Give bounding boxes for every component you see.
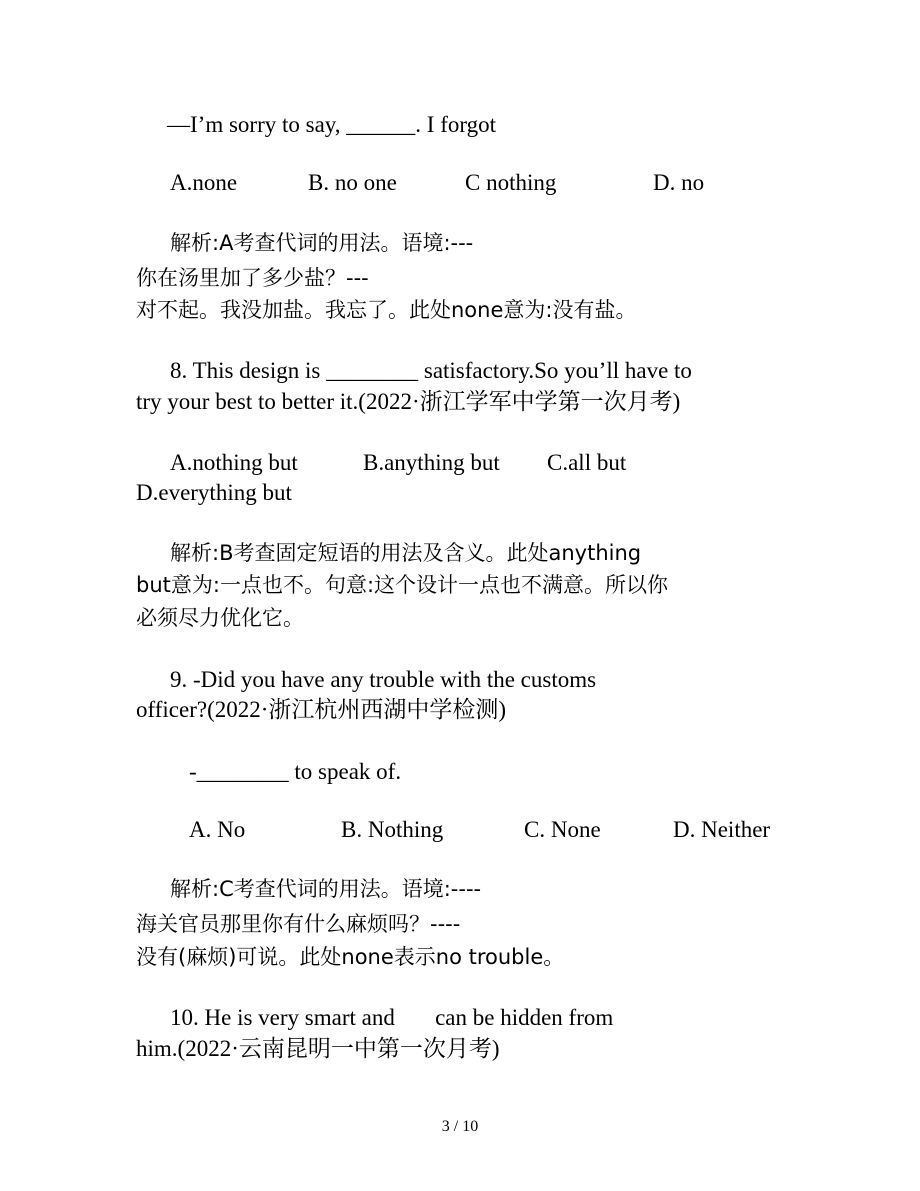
q10-stem-line: him.(2022·云南昆明一中第一次月考) [136, 1036, 500, 1061]
q9-analysis-line: 海关官员那里你有什么麻烦吗？---- [136, 912, 461, 936]
q9-option-b: B. Nothing [341, 817, 444, 842]
q10-stem-line: 10. He is very smart and can be hidden from [170, 1005, 614, 1030]
q9-analysis-line: 没有(麻烦)可说。此处none表示no trouble。 [136, 945, 565, 969]
q7-option-a: A.none [170, 170, 238, 195]
q7-answer-prompt: —I’m sorry to say, ______. I forgot [167, 112, 496, 137]
q9-option-a: A. No [189, 817, 246, 842]
q9-stem-line: officer?(2022·浙江杭州西湖中学检测) [136, 697, 507, 722]
q8-option-c: C.all but [547, 450, 627, 475]
q8-analysis-line: but意为:一点也不。句意:这个设计一点也不满意。所以你 [136, 573, 669, 597]
q8-option-a: A.nothing but [170, 450, 298, 475]
q8-option-b: B.anything but [363, 450, 500, 475]
q7-analysis-line: 对不起。我没加盐。我忘了。此处none意为:没有盐。 [136, 298, 637, 322]
q9-answer-prompt: -________ to speak of. [189, 759, 402, 784]
q8-analysis-line: 解析:B考查固定短语的用法及含义。此处anything [170, 541, 642, 565]
q9-option-c: C. None [524, 817, 601, 842]
q9-analysis-line: 解析:C考查代词的用法。语境:---- [170, 877, 482, 901]
q7-option-c: C nothing [465, 170, 557, 195]
q9-stem-line: 9. -Did you have any trouble with the customs [170, 667, 597, 692]
q8-stem-line: try your best to better it.(2022·浙江学军中学第一次月考) [136, 389, 681, 414]
q7-option-b: B. no one [308, 170, 397, 195]
q7-option-d: D. no [653, 170, 705, 195]
page-number: 3 / 10 [441, 1118, 479, 1135]
q7-analysis-line: 解析:A考查代词的用法。语境:--- [170, 231, 474, 255]
q9-option-d: D. Neither [673, 817, 771, 842]
q8-option-d: D.everything but [136, 480, 292, 505]
q7-analysis-line: 你在汤里加了多少盐？--- [136, 266, 369, 290]
q8-analysis-line: 必须尽力优化它。 [136, 606, 304, 630]
q8-stem-line: 8. This design is ________ satisfactory.So you’ll have to [170, 358, 692, 383]
